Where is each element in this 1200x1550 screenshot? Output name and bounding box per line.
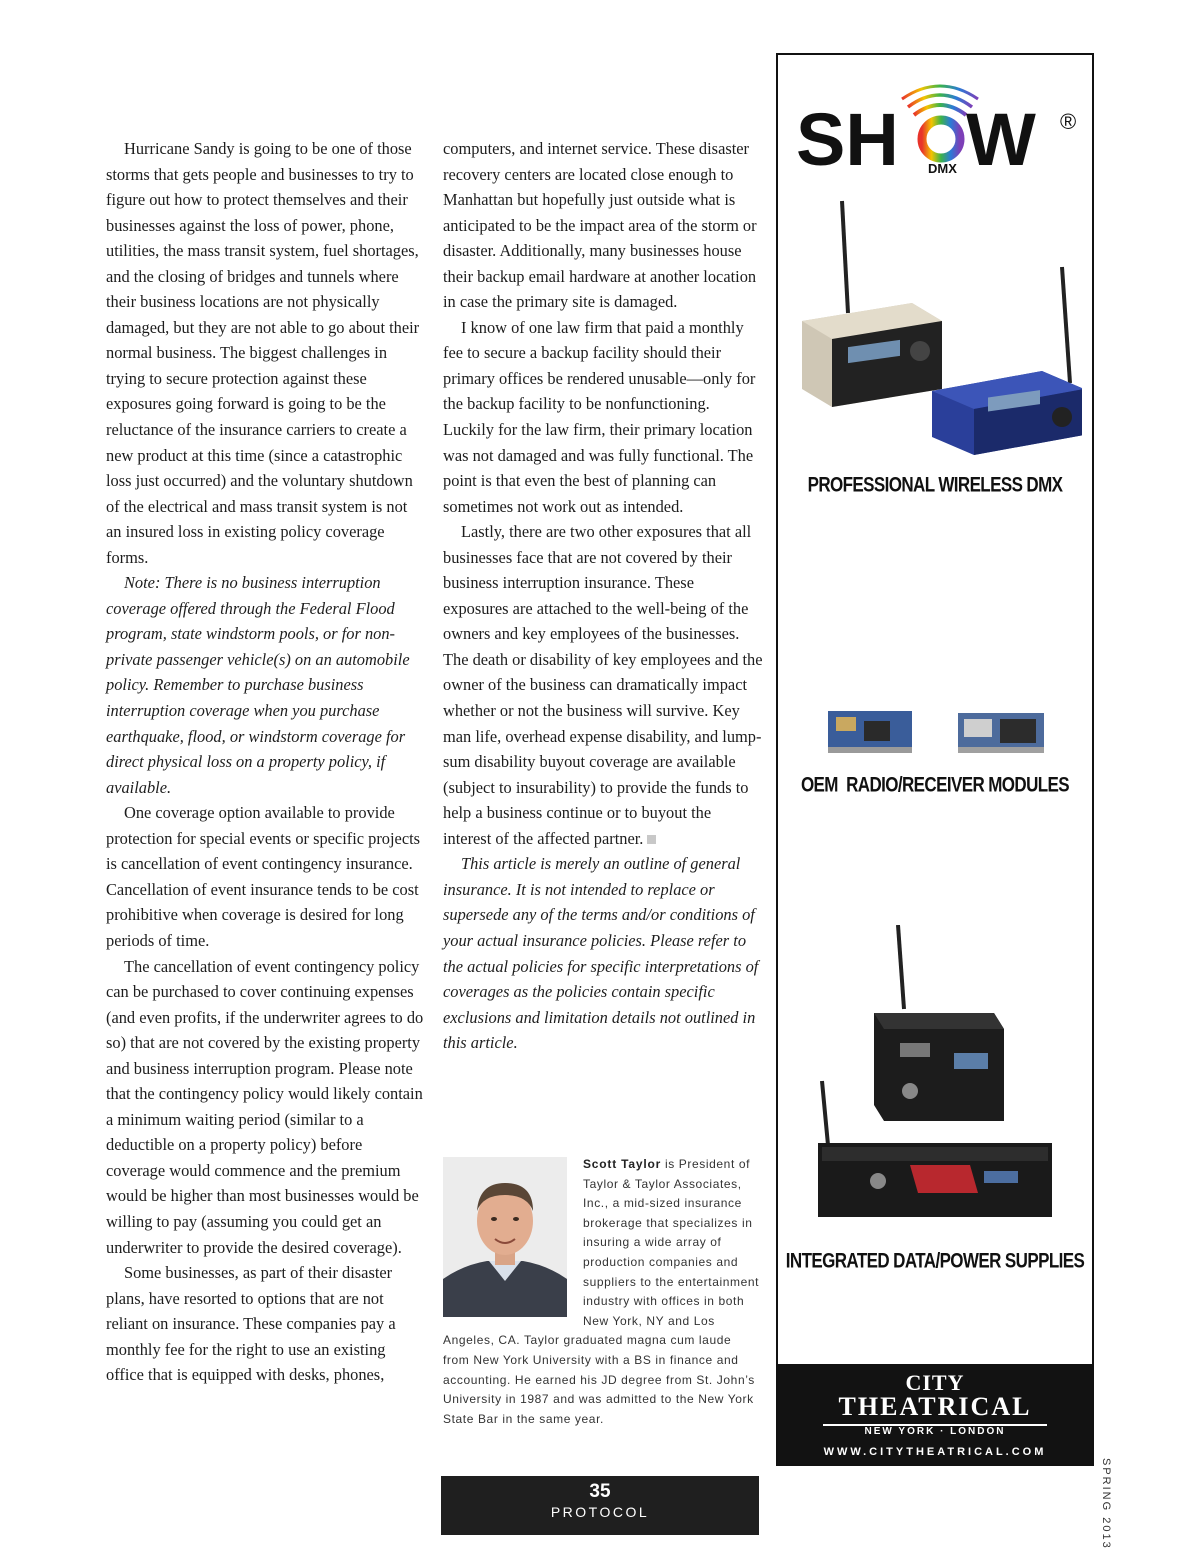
registered-mark: ®: [1060, 109, 1077, 134]
city-theatrical-footer: [778, 1364, 1092, 1464]
brand-text-left: SH: [796, 98, 899, 175]
publication-name: PROTOCOL: [550, 1504, 650, 1520]
caption-power-supplies: INTEGRATED DATA/POWER SUPPLIES: [785, 1248, 1085, 1273]
page-number: 35: [589, 1481, 611, 1502]
paragraph: Some businesses, as part of their disaster plans, have resorted to options that are not reliant on insurance. These companies pay a monthly fee for the right to use an existing office that is equipped with desks, phones,: [106, 1263, 396, 1385]
paragraph-last: [443, 519, 763, 851]
author-name: Scott Taylor: [583, 1157, 662, 1171]
caption-wireless-dmx: PROFESSIONAL WIRELESS DMX: [807, 472, 1063, 497]
brand-text-right: W: [966, 98, 1036, 175]
ct-logo-line2: THEATRICAL: [838, 1392, 1032, 1421]
ct-website: WWW.CITYTHEATRICAL.COM: [823, 1446, 1047, 1458]
page-folio: [441, 1476, 759, 1535]
data-power-supplies-image: [818, 925, 1052, 1221]
paragraph: I know of one law firm that paid a monthly fee to secure a backup facility should their primary offices be rendered unusable—only for the backup facility to be nonfunctioning. Luckily for the law firm, their primary location was not damaged and was fully functional. The point is that even the best of planning can sometimes not work out as intended.: [443, 317, 756, 516]
paragraph: One coverage option available to provide protection for special events or specific projects is cancellation of event contingency insurance. Cancellation of event insurance tends to be cost prohibitive when coverage is desired for long periods of time.: [106, 803, 421, 950]
paragraph: The cancellation of event contingency policy can be purchased to cover continuing expenses (and even profits, if the underwriter agrees to do so) that are not covered by the existing property and business interruption program. Please note that the contingency policy would likely contain a minimum waiting period (similar to a deductible on a property policy) before coverage would commence and the premium would be higher than most businesses would be willing to pay (assuming you could get an underwriter to provide the desired coverage).: [106, 956, 424, 1257]
author-photo: [443, 1157, 567, 1317]
advertisement: [776, 53, 1094, 1466]
article-column-2: [443, 136, 763, 1056]
paragraph-note: Note: There is no business interruption coverage offered through the Federal Flood program, state windstorm pools, or for non-private passenger vehicle(s) on an automobile policy. Remember to purchase business interruption coverage when you purchase earthquake, flood, or windstorm coverage for direct physical loss on a property policy, if available.: [106, 573, 410, 797]
ct-locations: NEW YORK · LONDON: [864, 1426, 1006, 1437]
brand-sub: DMX: [928, 161, 957, 175]
issue-label: SPRING 2013: [1100, 1458, 1112, 1550]
author-bio: [443, 1155, 761, 1429]
wireless-dmx-devices-image: [792, 193, 1082, 463]
caption-oem-modules: OEM RADIO/RECEIVER MODULES: [800, 772, 1070, 797]
oem-modules-image: [824, 703, 1050, 759]
disclaimer: This article is merely an outline of general insurance. It is not intended to replace or supersede any of the terms and/or conditions of your actual insurance policies. Please refer to the actual policies for specific interpretations of coverages as the policies contain specific exclusions and limitation details not outlined in this article.: [443, 854, 759, 1053]
show-dmx-logo: [796, 79, 1086, 175]
paragraph: computers, and internet service. These disaster recovery centers are located close enough to Manhattan but hopefully just outside what is anticipated to be the impact area of the storm or disaster. Additionally, many businesses house their backup email hardware at another location in case the primary site is damaged.: [443, 139, 757, 312]
article-column-1: [106, 136, 424, 1388]
ct-logo-line1: CITY: [905, 1370, 965, 1395]
end-mark-icon: [647, 835, 656, 844]
paragraph: Hurricane Sandy is going to be one of those storms that gets people and businesses to try to figure out how to protect themselves and their businesses against the loss of power, phone, utilities, the mass transit system, fuel shortages, and the closing of bridges and tunnels where their business locations are not physically damaged, but they are not able to go about their normal business. The biggest challenges in trying to secure protection against these exposures going forward is going to be the reluctance of the insurance carriers to create a new product at this time (since a catastrophic loss just occurred) and the voluntary shutdown of the electrical and mass transit system is not an insured loss in existing policy coverage forms.: [106, 139, 420, 567]
paragraph-text: Lastly, there are two other exposures that all businesses face that are not covered by their business interruption insurance. These exposures are attached to the well-being of the owners and key employees of the businesses. The death or disability of key employees and the owner of the business can dramatically impact whether or not the business will survive. Key man life, overhead expense disability, and lump-sum disability buyout coverage are available (subject to insurability) to provide the funds to help a business continue or to buyout the interest of the affected partner.: [443, 522, 763, 848]
bio-text: is President of Taylor & Taylor Associates, Inc., a mid-sized insurance brokerage that specializes in insuring a wide array of production companies and suppliers to the entertainment industry with offices in both New York, NY and Los Angeles, CA. Taylor graduated magna cum laude from New York University with a BS in finance and accounting. He earned his JD degree from St. John’s University in 1987 and was admitted to the New York State Bar in the same year.: [443, 1157, 760, 1426]
